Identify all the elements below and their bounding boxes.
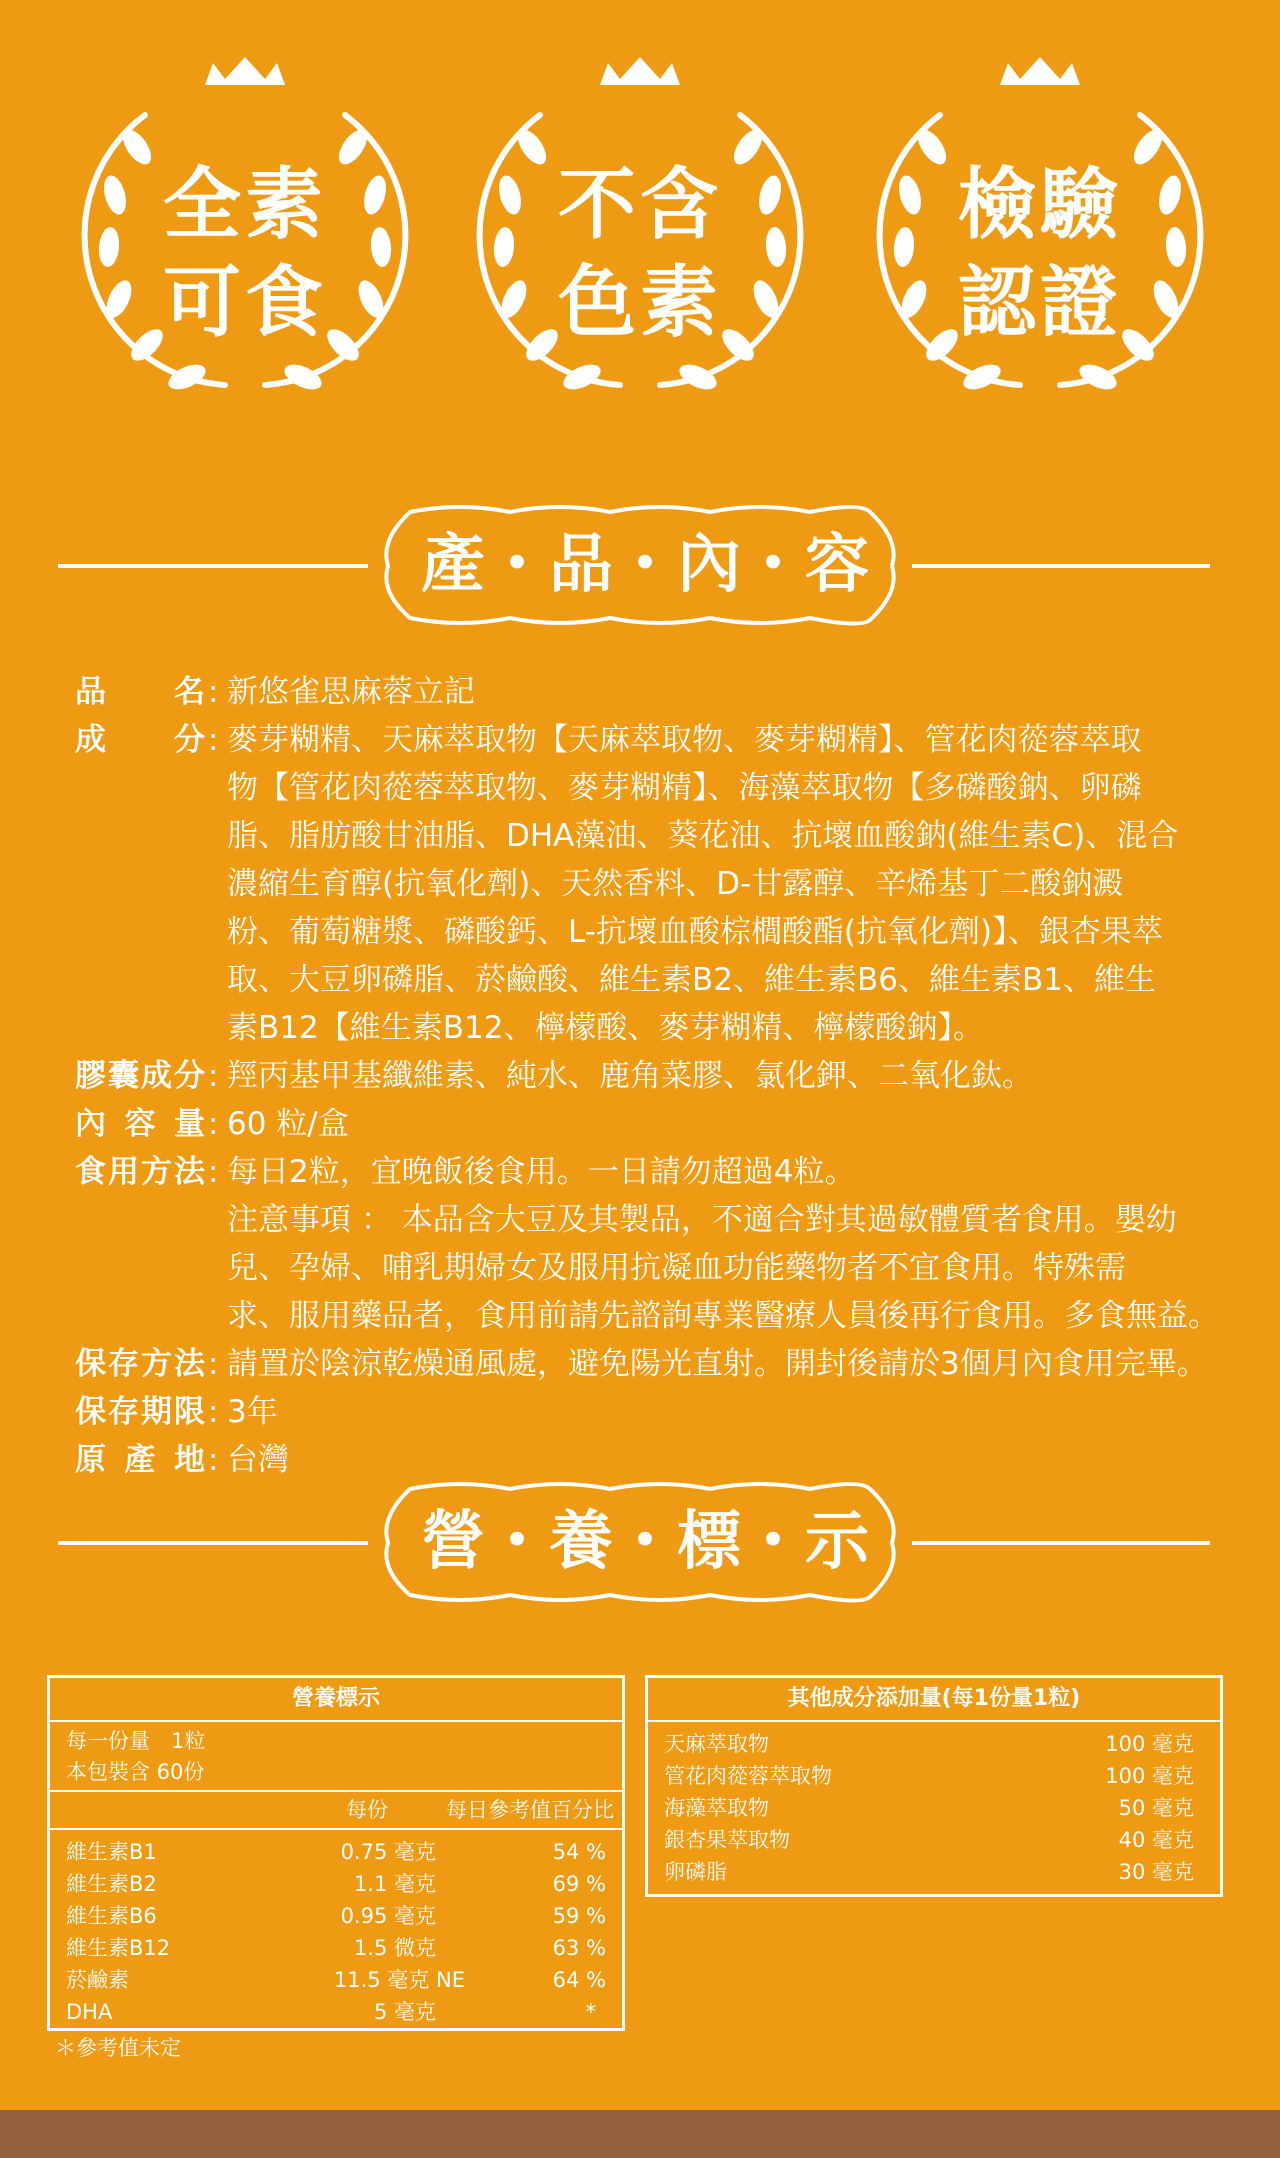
ingredient-amount: 100 毫克 bbox=[1105, 1764, 1194, 1788]
label-capsule: 膠囊成分 bbox=[75, 1058, 205, 1094]
serving-size: 每一份量 1粒 bbox=[66, 1729, 206, 1753]
ingredient-name: 管花肉蓯蓉萃取物 bbox=[664, 1764, 832, 1788]
nutrient-name: 維生素B1 bbox=[66, 1840, 157, 1864]
nutrient-name: DHA bbox=[66, 2000, 113, 2024]
ingredient-amount: 40 毫克 bbox=[1118, 1828, 1194, 1852]
other-table-title: 其他成分添加量(每1份量1粒) bbox=[648, 1678, 1220, 1722]
other-ingredients-table bbox=[645, 1675, 1223, 1897]
col-header-dv: 每日參考值百分比 bbox=[446, 1798, 614, 1822]
badge-no-colorant bbox=[470, 55, 810, 415]
divider-line bbox=[912, 1541, 1210, 1545]
table-row bbox=[648, 1824, 1220, 1856]
ingredient-name: 海藻萃取物 bbox=[664, 1796, 769, 1820]
table-row bbox=[50, 1868, 622, 1900]
table-row bbox=[648, 1728, 1220, 1760]
caution-line: 求、服用藥品者，食用前請先諮詢專業醫療人員後再行食用。多食無益。 bbox=[227, 1298, 1219, 1334]
info-row-storage: 保存方法 : 請置於陰涼乾燥通風處，避免陽光直射。開封後請於3個月內食用完畢。 bbox=[75, 1340, 1225, 1388]
divider-line bbox=[58, 564, 368, 568]
table-row bbox=[50, 1996, 622, 2028]
nutrient-name: 維生素B12 bbox=[66, 1936, 171, 1960]
label-usage: 食用方法 bbox=[75, 1154, 205, 1190]
ingredient-name: 銀杏果萃取物 bbox=[664, 1828, 790, 1852]
badge-line-2: 可食 bbox=[162, 258, 327, 348]
label-name: 品 名 bbox=[75, 674, 205, 710]
badge-line-2: 認證 bbox=[957, 258, 1122, 348]
nutrition-table-title: 營養標示 bbox=[50, 1678, 622, 1722]
nutrient-amount: 5 毫克 bbox=[373, 2000, 436, 2024]
value-storage: 請置於陰涼乾燥通風處，避免陽光直射。開封後請於3個月內食用完畢。 bbox=[227, 1346, 1208, 1382]
nutrition-header-row bbox=[50, 1792, 622, 1828]
nutrient-dv: 64 % bbox=[552, 1968, 606, 1992]
value-shelf-life: 3年 bbox=[227, 1394, 278, 1430]
info-row-ingredients: 成 分 : 麥芽糊精、天麻萃取物【天麻萃取物、麥芽糊精】、管花肉蓯蓉萃取 物【管花肉蓯蓉萃取物、麥芽糊精】、海藻萃取物【多磷酸鈉、卵磷 脂、脂肪酸甘油脂、DHA藻油、葵花油、抗壞血酸鈉(維生素C)、混合 濃縮生育醇(抗氧化劑)、天然香料、D-甘露醇、辛烯基丁二酸鈉澱 粉、葡萄糖漿、磷酸鈣、L-抗壞血酸棕櫚酸酯(抗氧化劑)】、銀杏果萃 取、大豆卵磷脂、菸鹼酸、維生素B2、維生素B6、維生素B1、維生 素B12【維生素B12、檸檬酸、麥芽糊精、檸檬酸鈉】。 bbox=[75, 716, 1225, 1052]
info-row-shelf-life: 保存期限 : 3年 bbox=[75, 1388, 1225, 1436]
section-title: 產・品・內・容 bbox=[421, 528, 869, 602]
ingredient-amount: 30 毫克 bbox=[1118, 1860, 1194, 1884]
caution-line: 注意事項 ： 本品含大豆及其製品，不適合對其過敏體質者食用。嬰幼 bbox=[227, 1202, 1177, 1238]
badge-line-1: 全素 bbox=[162, 160, 327, 250]
value-usage: 每日2粒，宜晚飯後食用。一日請勿超過4粒。 bbox=[227, 1154, 856, 1190]
badge-vegan bbox=[75, 55, 415, 415]
label-ingredients: 成 分 bbox=[75, 722, 205, 758]
nutrient-name: 維生素B2 bbox=[66, 1872, 157, 1896]
nutrient-amount: 1.5 微克 bbox=[353, 1936, 436, 1960]
nutrient-amount: 1.1 毫克 bbox=[353, 1872, 436, 1896]
caution-line: 兒、孕婦、哺乳期婦女及服用抗凝血功能藥物者不宜食用。特殊需 bbox=[227, 1250, 1126, 1286]
ingredients-line: 物【管花肉蓯蓉萃取物、麥芽糊精】、海藻萃取物【多磷酸鈉、卵磷 bbox=[227, 770, 1142, 806]
caution-note bbox=[227, 1196, 1225, 1340]
divider-line bbox=[912, 564, 1210, 568]
table-row bbox=[648, 1792, 1220, 1824]
nutrient-amount: 0.75 毫克 bbox=[340, 1840, 436, 1864]
ingredient-amount: 50 毫克 bbox=[1118, 1796, 1194, 1820]
badge-line-1: 不含 bbox=[557, 160, 722, 250]
nutrient-amount: 11.5 毫克 NE bbox=[333, 1968, 465, 1992]
label-content: 內容量 bbox=[75, 1106, 205, 1142]
ingredients-line: 濃縮生育醇(抗氧化劑)、天然香料、D-甘露醇、辛烯基丁二酸鈉澱 bbox=[227, 866, 1124, 902]
ingredient-name: 卵磷脂 bbox=[664, 1860, 727, 1884]
table-row bbox=[648, 1760, 1220, 1792]
table-row bbox=[50, 1900, 622, 1932]
value-capsule: 羥丙基甲基纖維素、純水、鹿角菜膠、氯化鉀、二氧化鈦。 bbox=[227, 1058, 1033, 1094]
value-origin: 台灣 bbox=[227, 1442, 289, 1478]
ingredients-line: 素B12【維生素B12、檸檬酸、麥芽糊精、檸檬酸鈉】。 bbox=[227, 1010, 984, 1046]
footnote: ＊參考值未定 bbox=[55, 2036, 181, 2060]
ingredient-name: 天麻萃取物 bbox=[664, 1732, 769, 1756]
info-row-origin: 原產地 : 台灣 bbox=[75, 1436, 1225, 1484]
info-row-usage: 食用方法 : 每日2粒，宜晚飯後食用。一日請勿超過4粒。 bbox=[75, 1148, 1225, 1196]
info-row-capsule: 膠囊成分 : 羥丙基甲基纖維素、純水、鹿角菜膠、氯化鉀、二氧化鈦。 bbox=[75, 1052, 1225, 1100]
info-row-content: 內容量 : 60 粒/盒 bbox=[75, 1100, 1225, 1148]
ingredients-line: 粉、葡萄糖漿、磷酸鈣、L-抗壞血酸棕櫚酸酯(抗氧化劑)】、銀杏果萃 bbox=[227, 914, 1163, 950]
nutrition-table bbox=[47, 1675, 625, 2031]
section-title: 營・養・標・示 bbox=[421, 1505, 869, 1579]
nutrient-name: 菸鹼素 bbox=[66, 1968, 129, 1992]
label-shelf-life: 保存期限 bbox=[75, 1394, 205, 1430]
nutrient-dv: 63 % bbox=[552, 1936, 606, 1960]
value-content: 60 粒/盒 bbox=[227, 1106, 349, 1142]
nutrient-dv: 69 % bbox=[552, 1872, 606, 1896]
footer-bar bbox=[0, 2110, 1280, 2158]
servings-per-package: 本包裝含 60份 bbox=[66, 1760, 205, 1784]
table-row bbox=[50, 1964, 622, 1996]
value-ingredients bbox=[227, 716, 1225, 1052]
nutrient-amount: 0.95 毫克 bbox=[340, 1904, 436, 1928]
ingredient-amount: 100 毫克 bbox=[1105, 1732, 1194, 1756]
value-name: 新悠雀思麻蓉立記 bbox=[227, 674, 475, 710]
ingredients-line: 取、大豆卵磷脂、菸鹼酸、維生素B2、維生素B6、維生素B1、維生 bbox=[227, 962, 1156, 998]
ingredients-line: 麥芽糊精、天麻萃取物【天麻萃取物、麥芽糊精】、管花肉蓯蓉萃取 bbox=[227, 722, 1142, 758]
divider-line bbox=[58, 1541, 368, 1545]
product-info bbox=[75, 668, 1225, 1484]
col-header-per: 每份 bbox=[346, 1798, 388, 1822]
table-row bbox=[648, 1856, 1220, 1888]
info-row-name: 品 名 : 新悠雀思麻蓉立記 bbox=[75, 668, 1225, 716]
nutrient-dv: 59 % bbox=[552, 1904, 606, 1928]
badge-certified bbox=[870, 55, 1210, 415]
badge-line-1: 檢驗 bbox=[957, 160, 1122, 250]
label-storage: 保存方法 bbox=[75, 1346, 205, 1382]
nutrient-dv: * bbox=[585, 2000, 596, 2024]
label-origin: 原產地 bbox=[75, 1442, 205, 1478]
table-row bbox=[50, 1932, 622, 1964]
section-header-nutrition bbox=[0, 1477, 1280, 1607]
nutrient-name: 維生素B6 bbox=[66, 1904, 157, 1928]
section-header-product bbox=[0, 500, 1280, 630]
nutrient-dv: 54 % bbox=[552, 1840, 606, 1864]
ingredients-line: 脂、脂肪酸甘油脂、DHA藻油、葵花油、抗壞血酸鈉(維生素C)、混合 bbox=[227, 818, 1179, 854]
badge-line-2: 色素 bbox=[557, 258, 722, 348]
table-row bbox=[50, 1836, 622, 1868]
